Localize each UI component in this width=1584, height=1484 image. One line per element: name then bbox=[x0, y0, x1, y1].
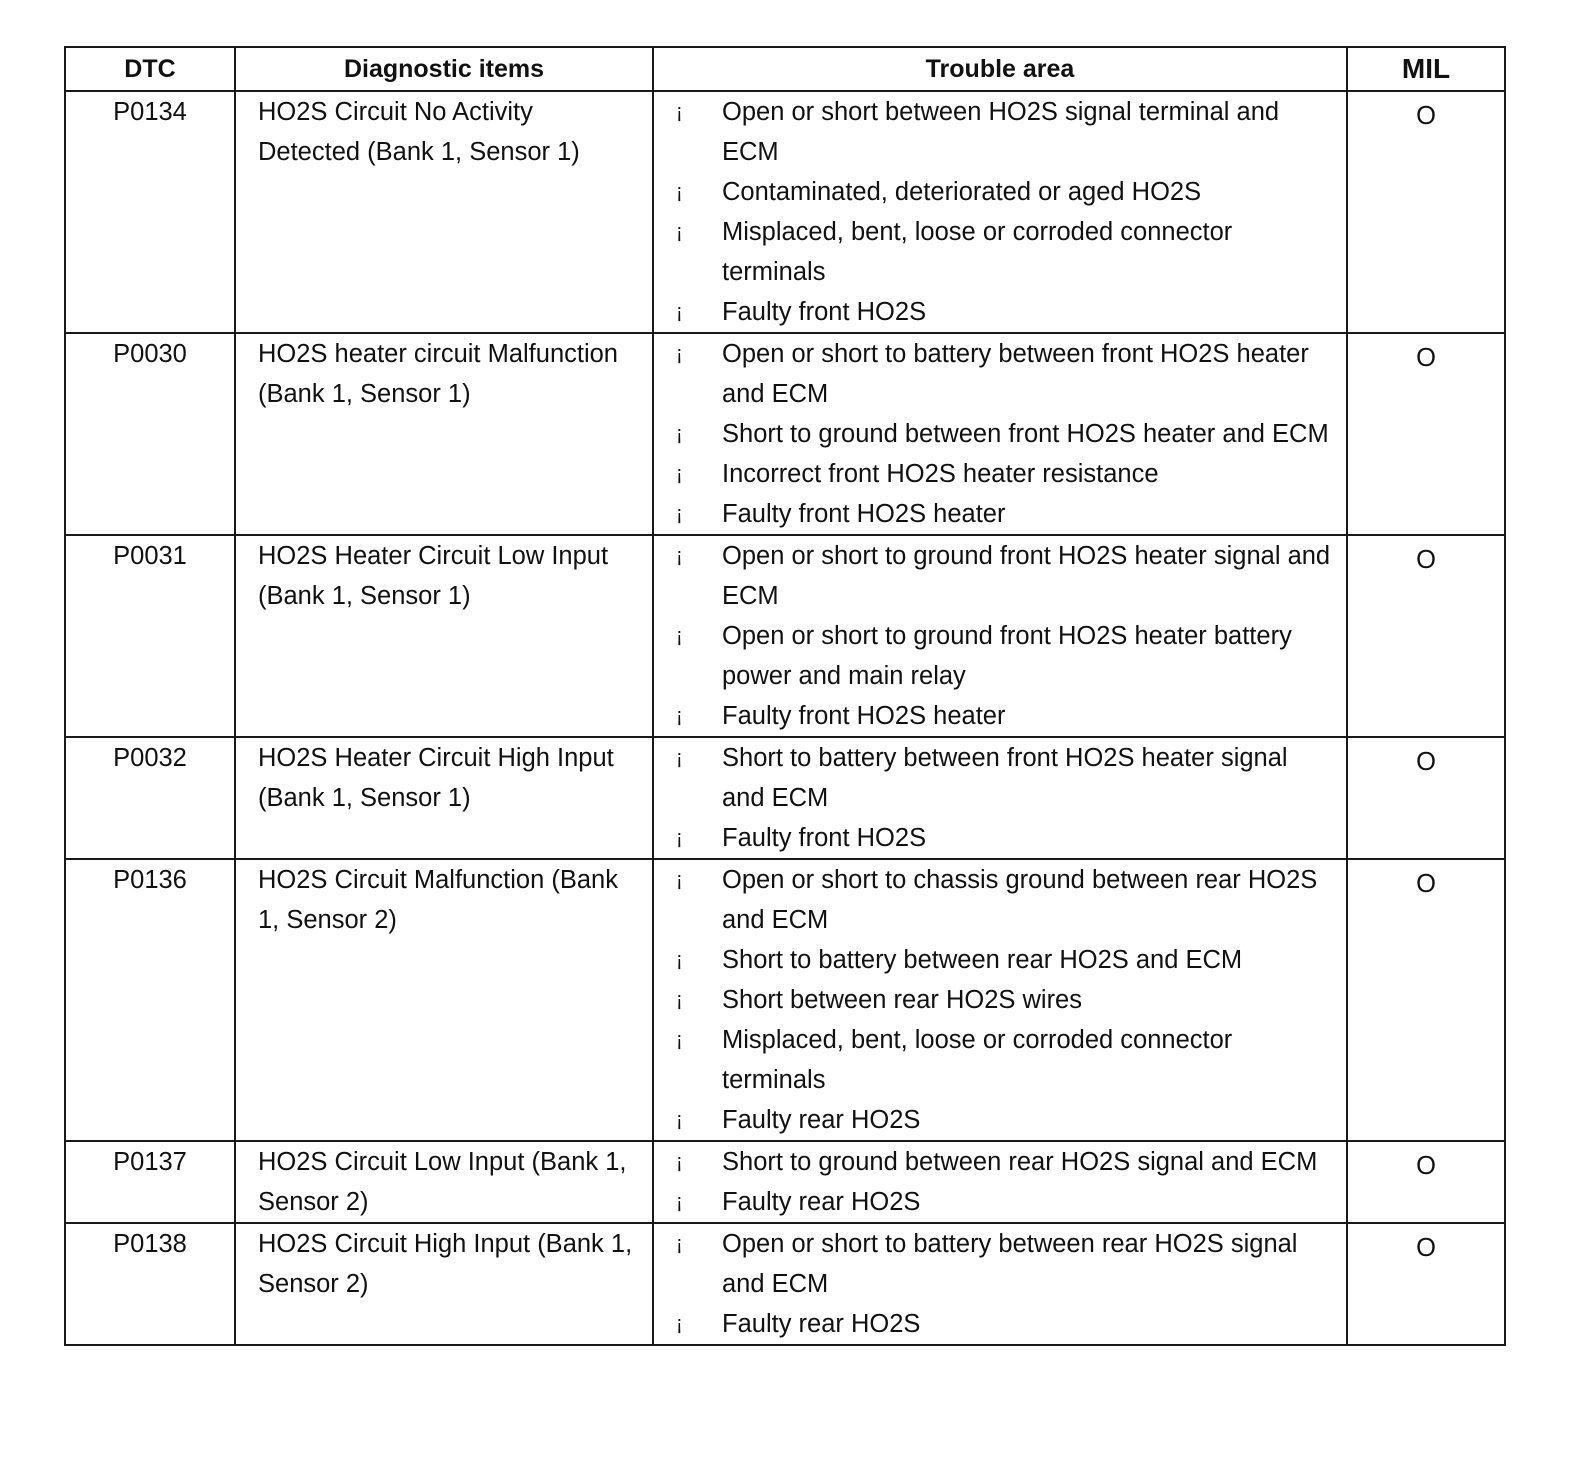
mil-indicator bbox=[1347, 535, 1505, 737]
table-row bbox=[65, 859, 1505, 1141]
trouble-area-item bbox=[654, 334, 1346, 414]
diagnostic-item: HO2S Circuit No Activity Detected (Bank 1, Sensor 1) bbox=[235, 91, 653, 333]
trouble-area-text: Faulty rear HO2S bbox=[722, 1188, 921, 1216]
trouble-area bbox=[653, 535, 1347, 737]
mil-indicator bbox=[1347, 1223, 1505, 1345]
table-row bbox=[65, 1141, 1505, 1223]
trouble-area-item bbox=[654, 1020, 1346, 1100]
trouble-area bbox=[653, 1141, 1347, 1223]
trouble-area-text: Open or short to battery between front HO2S heater and ECM bbox=[722, 340, 1309, 408]
bullet-icon: ¡ bbox=[676, 869, 683, 891]
bullet-icon: ¡ bbox=[676, 625, 683, 647]
trouble-area-item bbox=[654, 1224, 1346, 1304]
dtc-code: P0030 bbox=[65, 333, 235, 535]
bullet-icon: ¡ bbox=[676, 503, 683, 525]
mil-value: O bbox=[1416, 1234, 1436, 1262]
trouble-area-item bbox=[654, 818, 1346, 858]
bullet-icon: ¡ bbox=[676, 423, 683, 445]
header-dtc: DTC bbox=[65, 47, 235, 91]
bullet-icon: ¡ bbox=[676, 221, 683, 243]
bullet-icon: ¡ bbox=[676, 301, 683, 323]
trouble-area-item bbox=[654, 536, 1346, 616]
dtc-code: P0137 bbox=[65, 1141, 235, 1223]
trouble-area-item bbox=[654, 860, 1346, 940]
trouble-area-text: Open or short to ground front HO2S heater signal and ECM bbox=[722, 542, 1331, 610]
mil-indicator bbox=[1347, 1141, 1505, 1223]
diagnostic-item: HO2S Heater Circuit High Input (Bank 1, Sensor 1) bbox=[235, 737, 653, 859]
bullet-icon: ¡ bbox=[676, 181, 683, 203]
mil-value: O bbox=[1416, 1152, 1436, 1180]
mil-indicator bbox=[1347, 737, 1505, 859]
trouble-area-text: Misplaced, bent, loose or corroded connector terminals bbox=[722, 1026, 1233, 1094]
table-row bbox=[65, 535, 1505, 737]
trouble-area-text: Incorrect front HO2S heater resistance bbox=[722, 460, 1159, 488]
trouble-area-item bbox=[654, 92, 1346, 172]
header-row bbox=[65, 47, 1505, 91]
dtc-code: P0031 bbox=[65, 535, 235, 737]
bullet-icon: ¡ bbox=[676, 1151, 683, 1173]
trouble-area-text: Open or short to battery between rear HO2S signal and ECM bbox=[722, 1230, 1298, 1298]
trouble-area-text: Misplaced, bent, loose or corroded connector terminals bbox=[722, 218, 1233, 286]
bullet-icon: ¡ bbox=[676, 1109, 683, 1131]
trouble-area-text: Faulty front HO2S bbox=[722, 824, 927, 852]
bullet-icon: ¡ bbox=[676, 545, 683, 567]
trouble-area-item bbox=[654, 980, 1346, 1020]
bullet-icon: ¡ bbox=[676, 101, 683, 123]
trouble-area-text: Short between rear HO2S wires bbox=[722, 986, 1082, 1014]
trouble-area-text: Short to ground between rear HO2S signal and ECM bbox=[722, 1148, 1318, 1176]
bullet-icon: ¡ bbox=[676, 1029, 683, 1051]
bullet-icon: ¡ bbox=[676, 1233, 683, 1255]
trouble-area-text: Faulty front HO2S bbox=[722, 298, 927, 326]
mil-value: O bbox=[1416, 546, 1436, 574]
trouble-area bbox=[653, 737, 1347, 859]
trouble-area-text: Faulty front HO2S heater bbox=[722, 702, 1006, 730]
diagnostic-item: HO2S Circuit Malfunction (Bank 1, Sensor 2) bbox=[235, 859, 653, 1141]
dtc-code: P0136 bbox=[65, 859, 235, 1141]
trouble-area-text: Faulty front HO2S heater bbox=[722, 500, 1006, 528]
trouble-area-text: Short to ground between front HO2S heater and ECM bbox=[722, 420, 1329, 448]
table-row bbox=[65, 333, 1505, 535]
bullet-icon: ¡ bbox=[676, 747, 683, 769]
trouble-area-item bbox=[654, 1304, 1346, 1344]
mil-value: O bbox=[1416, 344, 1436, 372]
diagnostic-item: HO2S Circuit Low Input (Bank 1, Sensor 2) bbox=[235, 1141, 653, 1223]
trouble-area-item bbox=[654, 1142, 1346, 1182]
trouble-area-item bbox=[654, 414, 1346, 454]
diagnostic-item: HO2S Circuit High Input (Bank 1, Sensor 2) bbox=[235, 1223, 653, 1345]
trouble-area bbox=[653, 333, 1347, 535]
trouble-area-text: Contaminated, deteriorated or aged HO2S bbox=[722, 178, 1202, 206]
dtc-code: P0032 bbox=[65, 737, 235, 859]
bullet-icon: ¡ bbox=[676, 705, 683, 727]
header-mil: MIL bbox=[1347, 47, 1505, 91]
bullet-icon: ¡ bbox=[676, 949, 683, 971]
trouble-area-item bbox=[654, 494, 1346, 534]
dtc-code: P0138 bbox=[65, 1223, 235, 1345]
dtc-code: P0134 bbox=[65, 91, 235, 333]
bullet-icon: ¡ bbox=[676, 343, 683, 365]
trouble-area-item bbox=[654, 1100, 1346, 1140]
table-body bbox=[65, 91, 1505, 1345]
bullet-icon: ¡ bbox=[676, 463, 683, 485]
trouble-area bbox=[653, 1223, 1347, 1345]
trouble-area-item bbox=[654, 616, 1346, 696]
bullet-icon: ¡ bbox=[676, 1191, 683, 1213]
trouble-area-item bbox=[654, 738, 1346, 818]
mil-indicator bbox=[1347, 859, 1505, 1141]
mil-value: O bbox=[1416, 870, 1436, 898]
trouble-area-item bbox=[654, 696, 1346, 736]
table-row bbox=[65, 91, 1505, 333]
trouble-area-text: Short to battery between rear HO2S and ECM bbox=[722, 946, 1243, 974]
trouble-area-text: Open or short to ground front HO2S heater battery power and main relay bbox=[722, 622, 1292, 690]
trouble-area-item bbox=[654, 940, 1346, 980]
trouble-area-item bbox=[654, 292, 1346, 332]
header-diagnostic-items: Diagnostic items bbox=[235, 47, 653, 91]
bullet-icon: ¡ bbox=[676, 989, 683, 1011]
trouble-area bbox=[653, 859, 1347, 1141]
trouble-area-text: Faulty rear HO2S bbox=[722, 1310, 921, 1338]
trouble-area-item bbox=[654, 212, 1346, 292]
diagnostic-item: HO2S Heater Circuit Low Input (Bank 1, Sensor 1) bbox=[235, 535, 653, 737]
mil-value: O bbox=[1416, 102, 1436, 130]
trouble-area-item bbox=[654, 172, 1346, 212]
mil-indicator bbox=[1347, 91, 1505, 333]
dtc-table bbox=[64, 46, 1506, 1346]
table-row bbox=[65, 737, 1505, 859]
trouble-area-item bbox=[654, 454, 1346, 494]
bullet-icon: ¡ bbox=[676, 1313, 683, 1335]
mil-indicator bbox=[1347, 333, 1505, 535]
mil-value: O bbox=[1416, 748, 1436, 776]
diagnostic-item: HO2S heater circuit Malfunction (Bank 1, Sensor 1) bbox=[235, 333, 653, 535]
trouble-area-text: Open or short to chassis ground between rear HO2S and ECM bbox=[722, 866, 1318, 934]
trouble-area-text: Faulty rear HO2S bbox=[722, 1106, 921, 1134]
trouble-area bbox=[653, 91, 1347, 333]
trouble-area-text: Short to battery between front HO2S heater signal and ECM bbox=[722, 744, 1288, 812]
trouble-area-text: Open or short between HO2S signal terminal and ECM bbox=[722, 98, 1280, 166]
bullet-icon: ¡ bbox=[676, 827, 683, 849]
table-row bbox=[65, 1223, 1505, 1345]
trouble-area-item bbox=[654, 1182, 1346, 1222]
header-trouble-area: Trouble area bbox=[653, 47, 1347, 91]
